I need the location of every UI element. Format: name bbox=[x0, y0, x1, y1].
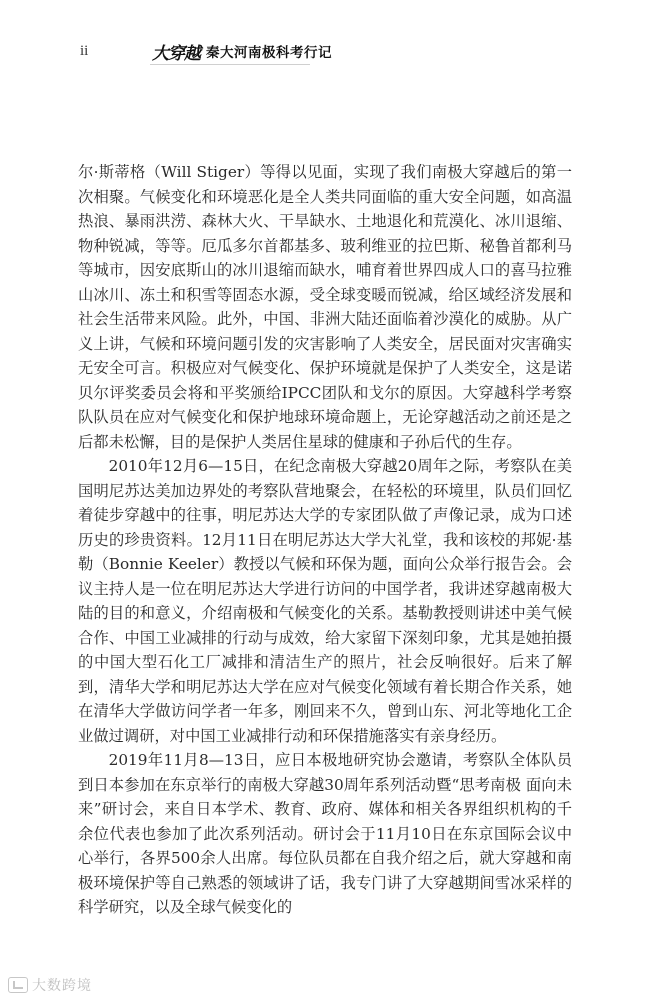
watermark bbox=[8, 975, 92, 995]
book-brand-logo: 大穿越 bbox=[152, 43, 200, 64]
watermark-logo-icon bbox=[8, 977, 28, 993]
paragraph: 2010年12月6—15日，在纪念南极大穿越20周年之际，考察队在美国明尼苏达美加边界处的考察队营地聚会，在轻松的环境里，队员们回忆着徒步穿越中的往事，明尼苏达大学的专家团队做了声像记录，成为口述历史的珍贵资料。12月11日在明尼苏达大学大礼堂，我和该校的邦妮·基勒（Bonnie Keeler）教授以气候和环保为题，面向公众举行报告会。会议主持人是一位在明尼苏达大学进行访问的中国学者，我讲述穿越南极大陆的目的和意义，介绍南极和气候变化的关系。基勒教授则讲述中美气候合作、中国工业减排的行动与成效，给大家留下深刻印象，尤其是她拍摄的中国大型石化工厂减排和清洁生产的照片，社会反响很好。后来了解到，清华大学和明尼苏达大学在应对气候变化领域有着长期合作关系，她在清华大学做访问学者一年多，刚回来不久，曾到山东、河北等地化工企业做过调研，对中国工业减排行动和环保措施落实有亲身经历。 bbox=[78, 457, 572, 745]
header-rule bbox=[150, 64, 310, 65]
body-text bbox=[78, 160, 572, 920]
running-title: 秦大河南极科考行记 bbox=[206, 45, 332, 61]
page-header bbox=[80, 38, 332, 64]
watermark-text: 大数跨境 bbox=[32, 978, 92, 994]
paragraph-continued: 尔·斯蒂格（Will Stiger）等得以见面，实现了我们南极大穿越后的第一次相聚。气候变化和环境恶化是全人类共同面临的重大安全问题，如高温热浪、暴雨洪涝、森林大火、干旱缺水、土地退化和荒漠化、冰川退缩、物种锐减，等等。厄瓜多尔首都基多、玻利维亚的拉巴斯、秘鲁首都利马等城市，因安底斯山的冰川退缩而缺水，哺育着世界四成人口的喜马拉雅山冰川、冻土和积雪等固态水源，受全球变暖而锐减，给区域经济发展和社会生活带来风险。此外，中国、非洲大陆还面临着沙漠化的威胁。从广义上讲，气候和环境问题引发的灾害影响了人类安全，居民面对灾害确实无安全可言。积极应对气候变化、保护环境就是保护了人类安全，这是诺贝尔评奖委员会将和平奖颁给IPCC团队和戈尔的原因。大穿越科学考察队队员在应对气候变化和保护地球环境命题上，无论穿越活动之前还是之后都未松懈，目的是保护人类居住星球的健康和子孙后代的生存。 bbox=[78, 163, 572, 451]
paragraph: 2019年11月8—13日，应日本极地研究协会邀请，考察队全体队员到日本参加在东京举行的南极大穿越30周年系列活动暨“思考南极 面向未来”研讨会，来自日本学术、教育、政府、媒体和相关各界组织机构的千余位代表也参加了此次系列活动。研讨会于11月10日在东京国际会议中心举行，各界500余人出席。每位队员都在自我介绍之后，就大穿越和南极环境保护等自己熟悉的领域讲了话，我专门讲了大穿越期间雪冰采样的科学研究，以及全球气候变化的 bbox=[78, 751, 572, 916]
page-number: ii bbox=[80, 42, 89, 59]
